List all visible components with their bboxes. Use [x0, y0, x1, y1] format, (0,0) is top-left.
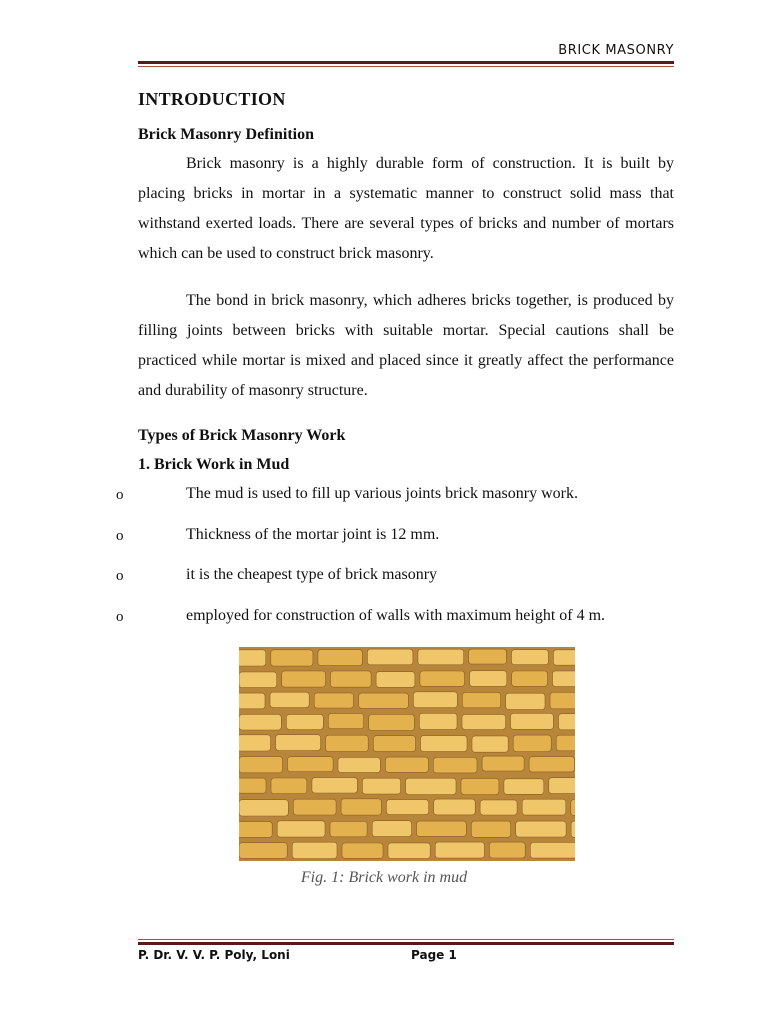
- brick: [434, 799, 476, 815]
- brick: [288, 757, 334, 772]
- brick: [277, 821, 325, 837]
- brick: [516, 821, 566, 837]
- brick: [239, 843, 287, 859]
- bullet-marker: o: [116, 609, 124, 625]
- brick: [385, 757, 428, 772]
- figure-caption: Fig. 1: Brick work in mud: [300, 869, 468, 886]
- brick: [271, 778, 307, 794]
- brick: [286, 714, 323, 729]
- brick: [511, 713, 554, 729]
- bullet-item: The mud is used to fill up various joints brick masonry work.: [186, 485, 578, 502]
- brick: [362, 778, 400, 794]
- brick: [386, 800, 428, 815]
- brick: [471, 821, 510, 837]
- brick: [413, 692, 457, 708]
- bullet-item: Thickness of the mortar joint is 12 mm.: [186, 526, 440, 543]
- brick: [292, 842, 337, 858]
- paragraph-1: Brick masonry is a highly durable form of construction. It is built by placing bricks in mortar in a systematic manner to construct solid mass that withstand exerted loads. There are several types of bricks and number of mortars which can be used to construct brick masonry.: [138, 155, 674, 262]
- brick: [293, 799, 336, 815]
- brick: [406, 778, 456, 794]
- brick: [512, 671, 548, 686]
- bullet-marker: o: [116, 568, 124, 584]
- brick: [553, 671, 576, 687]
- brick: [522, 799, 566, 815]
- brick: [270, 692, 309, 707]
- footer-page-number: Page 1: [411, 948, 457, 962]
- section-heading: INTRODUCTION: [138, 89, 286, 109]
- brick: [330, 821, 367, 837]
- brick: [338, 758, 380, 773]
- brick: [271, 650, 313, 666]
- brick: [482, 756, 524, 771]
- brick: [489, 842, 525, 858]
- brick: [530, 843, 575, 859]
- header-title: BRICK MASONRY: [558, 43, 674, 58]
- brick: [556, 735, 575, 751]
- brick: [462, 714, 506, 729]
- brick: [433, 758, 477, 773]
- brick: [341, 799, 381, 815]
- brick: [553, 650, 575, 665]
- brick: [571, 821, 575, 837]
- brick: [419, 713, 457, 729]
- brick: [506, 693, 545, 709]
- bullet-item: employed for construction of walls with maximum height of 4 m.: [186, 607, 606, 624]
- brick: [372, 821, 411, 837]
- brick: [276, 735, 321, 751]
- brick: [472, 736, 508, 752]
- footer-institution: P. Dr. V. V. P. Poly, Loni: [138, 948, 290, 962]
- brick: [314, 693, 353, 708]
- brick: [513, 735, 551, 751]
- brick: [331, 671, 372, 687]
- brick: [326, 735, 369, 751]
- footer-rule-thin: [138, 939, 674, 940]
- brick: [239, 693, 265, 709]
- brick: [480, 800, 517, 815]
- brick: [328, 713, 363, 728]
- bullet-marker: o: [116, 487, 124, 503]
- brick: [420, 671, 465, 686]
- brick-wall-photo: [239, 647, 575, 861]
- brick: [239, 735, 271, 751]
- brick: [369, 715, 415, 731]
- types-heading: Types of Brick Masonry Work: [138, 427, 346, 444]
- brick: [418, 649, 464, 665]
- footer-rule: [138, 942, 674, 945]
- brick: [239, 715, 281, 731]
- header-rule: [138, 61, 674, 64]
- brick: [239, 650, 266, 666]
- brick: [512, 650, 549, 665]
- brick: [504, 779, 544, 795]
- brick: [367, 649, 413, 665]
- brick: [571, 800, 575, 816]
- brick: [559, 714, 576, 730]
- brick: [550, 693, 575, 709]
- brick: [529, 757, 574, 772]
- brick: [312, 778, 358, 793]
- brick: [376, 672, 415, 688]
- brick: [359, 693, 409, 708]
- brick: [435, 842, 484, 858]
- subheading-brick-work-mud: 1. Brick Work in Mud: [138, 456, 290, 473]
- bullet-item: it is the cheapest type of brick masonry: [186, 566, 438, 583]
- brick: [342, 843, 383, 858]
- brick: [373, 736, 415, 752]
- brick: [388, 843, 430, 859]
- header-rule-thin: [138, 66, 674, 67]
- brick: [549, 778, 575, 794]
- brick: [318, 650, 362, 666]
- brick: [470, 671, 507, 687]
- brick: [417, 821, 467, 836]
- brick: [239, 822, 272, 838]
- brick: [239, 800, 288, 816]
- bullet-marker: o: [116, 528, 124, 544]
- paragraph-2: The bond in brick masonry, which adheres bricks together, is produced by filling joints between bricks with suitable mortar. Special cautions shall be practiced while mortar is mixed and placed since it greatly affect the performance and durability of masonry structure.: [138, 292, 674, 399]
- brick: [421, 736, 468, 752]
- brick: [239, 757, 283, 773]
- brick: [239, 778, 266, 793]
- brick: [462, 692, 500, 707]
- brick: [239, 672, 277, 688]
- brick: [461, 778, 499, 794]
- definition-heading: Brick Masonry Definition: [138, 126, 314, 143]
- brick: [469, 649, 507, 664]
- brick: [282, 671, 326, 687]
